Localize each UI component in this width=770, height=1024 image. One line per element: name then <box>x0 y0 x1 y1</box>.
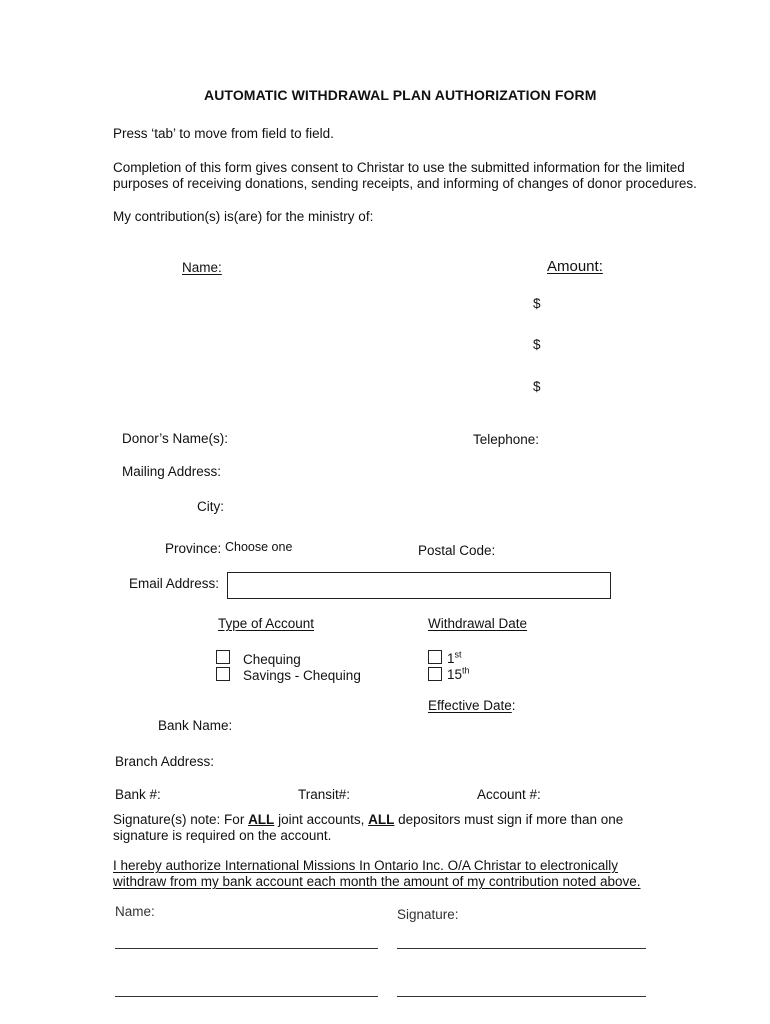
bank-name-field[interactable] <box>238 714 538 734</box>
dollar-sign: $ <box>533 337 541 352</box>
amount-field-2[interactable] <box>533 337 653 353</box>
signature-line-2[interactable] <box>397 996 646 997</box>
ministry-name-field-3[interactable] <box>150 378 520 398</box>
consent-line-2: purposes of receiving donations, sending receipts, and informing of changes of donor procedures. <box>113 176 697 191</box>
postal-code-field[interactable] <box>500 539 630 559</box>
savings-chequing-checkbox[interactable] <box>216 667 230 681</box>
signature-line-1[interactable] <box>397 948 646 949</box>
date-1st-label: 1st <box>447 649 462 666</box>
city-label: City: <box>197 499 224 514</box>
signature-note: Signature(s) note: For ALL joint accounts, ALL depositors must sign if more than one <box>113 812 624 827</box>
form-title: AUTOMATIC WITHDRAWAL PLAN AUTHORIZATION FORM <box>204 87 597 103</box>
contribution-amount-header: Amount: <box>547 258 603 275</box>
mailing-address-field[interactable] <box>228 460 658 480</box>
amount-field-3[interactable] <box>533 379 653 395</box>
authorization-line-2: withdraw from my bank account each month the amount of my contribution noted above. <box>113 874 641 889</box>
postal-code-label: Postal Code: <box>418 543 496 558</box>
ministry-name-field-1[interactable] <box>150 294 520 314</box>
savings-chequing-label: Savings - Chequing <box>243 668 361 683</box>
dollar-sign: $ <box>533 296 541 311</box>
bank-number-label: Bank #: <box>115 787 161 802</box>
chequing-label: Chequing <box>243 652 301 667</box>
bank-name-label: Bank Name: <box>158 718 233 733</box>
city-field[interactable] <box>230 495 530 515</box>
name-line-1[interactable] <box>115 948 378 949</box>
account-type-header: Type of Account <box>218 616 315 631</box>
email-input[interactable] <box>227 572 611 599</box>
chequing-checkbox[interactable] <box>216 650 230 664</box>
account-number-label: Account #: <box>477 787 541 802</box>
telephone-field[interactable] <box>545 428 685 448</box>
date-15th-checkbox[interactable] <box>428 667 442 681</box>
withdrawal-date-header: Withdrawal Date <box>428 616 528 631</box>
telephone-label: Telephone: <box>473 432 540 447</box>
consent-line-1: Completion of this form gives consent to Christar to use the submitted information for the limited <box>113 160 685 175</box>
effective-date-label: Effective Date: <box>428 698 516 713</box>
amount-field-1[interactable] <box>533 296 653 312</box>
authorization-line-1: I hereby authorize International Missions In Ontario Inc. O/A Christar to electronically <box>113 858 618 873</box>
signature-note-line-2: signature is required on the account. <box>113 828 332 843</box>
donor-names-field[interactable] <box>235 428 460 448</box>
account-number-field[interactable] <box>548 783 678 803</box>
effective-date-field[interactable] <box>522 694 672 714</box>
date-15th-label: 15th <box>447 665 470 682</box>
signature-name-label: Name: <box>115 904 155 919</box>
name-line-2[interactable] <box>115 996 378 997</box>
ministry-name-field-2[interactable] <box>150 336 520 356</box>
province-label: Province: <box>165 541 222 556</box>
dollar-sign: $ <box>533 379 541 394</box>
donor-names-label: Donor’s Name(s): <box>122 431 229 446</box>
email-label: Email Address: <box>129 576 220 591</box>
mailing-address-label: Mailing Address: <box>122 464 222 479</box>
tab-hint: Press ‘tab’ to move from field to field. <box>113 126 334 141</box>
bank-number-field[interactable] <box>168 783 278 803</box>
branch-address-field[interactable] <box>222 750 652 770</box>
date-1st-checkbox[interactable] <box>428 650 442 664</box>
branch-address-label: Branch Address: <box>115 754 215 769</box>
ministry-prompt: My contribution(s) is(are) for the ministry of: <box>113 209 374 224</box>
province-select[interactable]: Choose one <box>225 540 293 554</box>
contribution-name-header: Name: <box>182 260 222 275</box>
signature-label: Signature: <box>397 907 459 922</box>
transit-field[interactable] <box>358 783 463 803</box>
transit-label: Transit#: <box>298 787 351 802</box>
